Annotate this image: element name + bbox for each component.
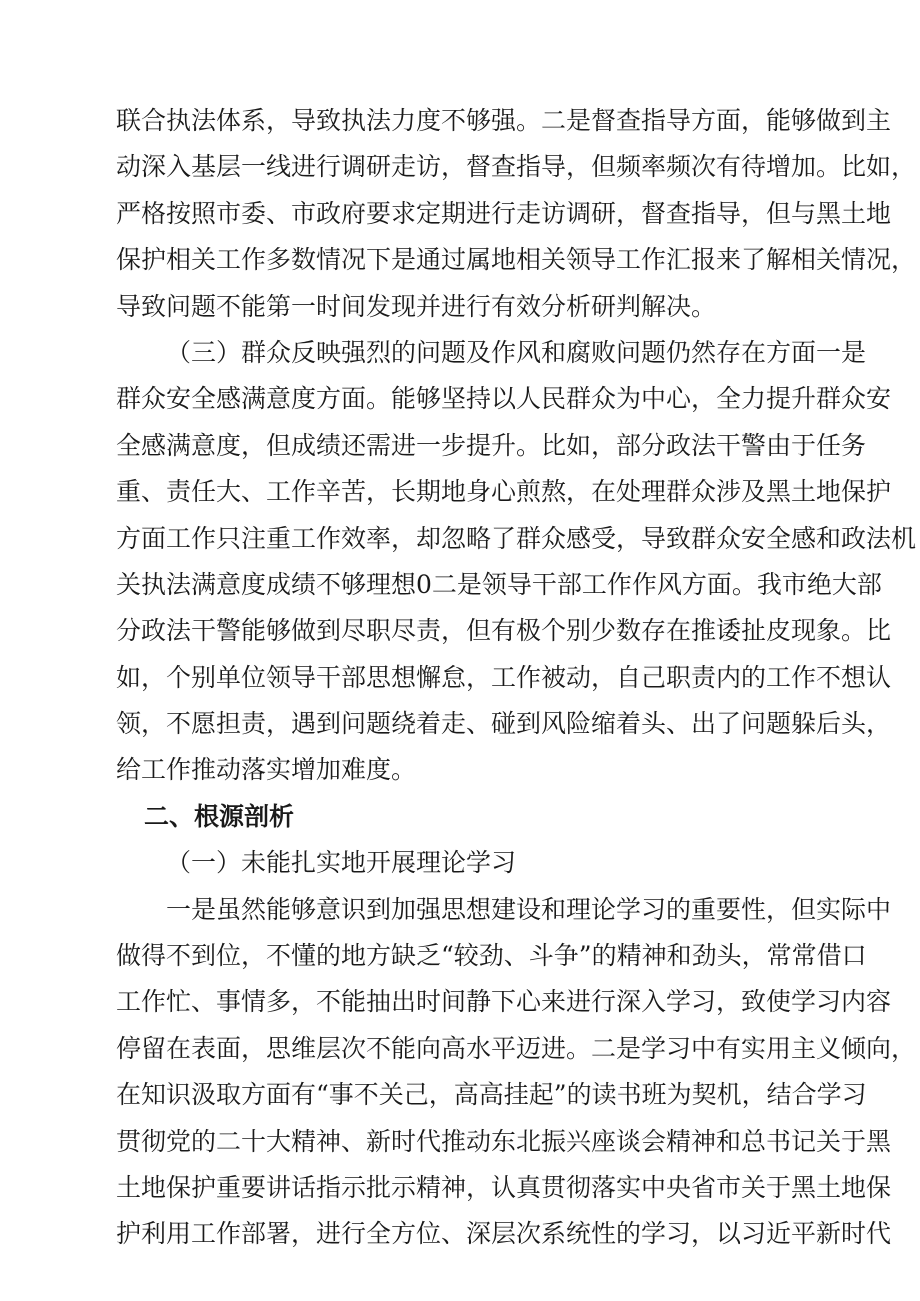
text-line: 护利用工作部署，进行全方位、深层次系统性的学习，以习近平新时代 xyxy=(116,1219,892,1249)
text-line: 给工作推动落实增加难度。 xyxy=(116,755,417,785)
section-subheading-line: （三）群众反映强烈的问题及作风和腐败问题仍然存在方面一是 xyxy=(166,337,867,367)
text-line: 保护相关工作多数情况下是通过属地相关领导工作汇报来了解相关情况， xyxy=(116,245,917,275)
document-body xyxy=(116,98,917,1258)
subsection-heading: （一）未能扎实地开展理论学习 xyxy=(166,848,517,878)
section-heading: 二、根源剖析 xyxy=(144,801,295,831)
text-line: 联合执法体系，导致执法力度不够强。二是督查指导方面，能够做到主 xyxy=(116,106,892,135)
text-line: 方面工作只注重工作效率，却忽略了群众感受，导致群众安全感和政法机 xyxy=(116,523,917,553)
text-line: 领，不愿担责，遇到问题绕着走、碰到风险缩着头、出了问题躲后头， xyxy=(116,709,892,739)
text-line: 严格按照市委、市政府要求定期进行走访调研，督查指导，但与黑土地 xyxy=(116,198,892,228)
text-line: 分政法干警能够做到尽职尽责，但有极个别少数存在推诿扯皮现象。比 xyxy=(116,616,892,646)
text-line: 动深入基层一线进行调研走访，督查指导，但频率频次有待增加。比如， xyxy=(116,152,917,182)
text-line: 关执法满意度成绩不够理想0二是领导干部工作作风方面。我市绝大部 xyxy=(116,569,882,599)
text-line: 全感满意度，但成绩还需进一步提升。比如，部分政法干警由于任务 xyxy=(116,430,867,460)
text-line: 群众安全感满意度方面。能够坚持以人民群众为中心，全力提升群众安 xyxy=(116,384,892,414)
text-line: 一是虽然能够意识到加强思想建设和理论学习的重要性，但实际中 xyxy=(166,894,892,924)
text-line: 导致问题不能第一时间发现并进行有效分析研判解决。 xyxy=(116,291,717,321)
text-line: 停留在表面，思维层次不能向高水平迈进。二是学习中有实用主义倾向， xyxy=(116,1033,917,1063)
text-line: 做得不到位，不懂的地方缺乏“较劲、斗争”的精神和劲头，常常借口 xyxy=(116,941,867,971)
text-line: 工作忙、事情多，不能抽出时间静下心来进行深入学习，致使学习内容 xyxy=(116,987,892,1017)
text-line: 重、责任大、工作辛苦，长期地身心煎熬，在处理群众涉及黑土地保护 xyxy=(116,477,892,507)
text-line: 如，个别单位领导干部思想懈怠，工作被动，自己职责内的工作不想认 xyxy=(116,662,892,692)
text-line: 贯彻党的二十大精神、新时代推动东北振兴座谈会精神和总书记关于黑 xyxy=(116,1126,892,1156)
text-line: 土地保护重要讲话指示批示精神，认真贯彻落实中央省市关于黑土地保 xyxy=(116,1172,892,1202)
text-line: 在知识汲取方面有“事不关己，高高挂起”的读书班为契机，结合学习 xyxy=(116,1080,867,1110)
